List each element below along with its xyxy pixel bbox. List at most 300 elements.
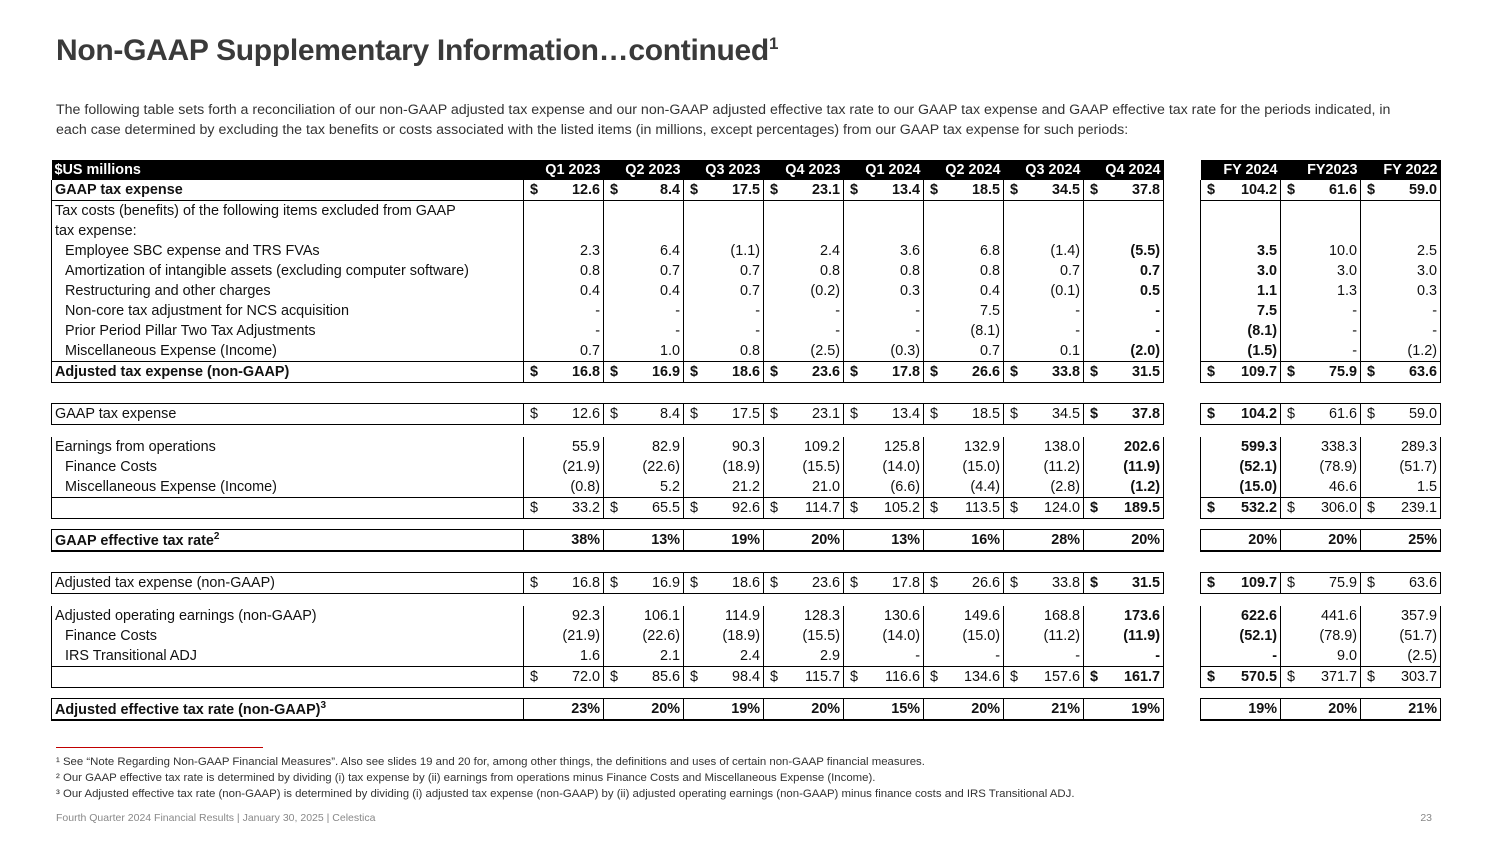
year-cell	[1201, 477, 1281, 498]
year-cell	[1361, 573, 1441, 594]
quarter-cell	[524, 477, 604, 498]
cell-value: 63.6	[1408, 575, 1437, 591]
quarter-cell	[764, 341, 844, 362]
gaap-tax-row	[52, 180, 1441, 201]
cell-value: 13%	[891, 532, 920, 548]
cell-value: (0.8)	[570, 479, 600, 495]
quarter-cell	[764, 646, 844, 667]
cell-value: 23.1	[811, 182, 840, 198]
page-number: 23	[1420, 812, 1432, 824]
row-label	[52, 626, 524, 646]
quarter-cell	[684, 221, 764, 241]
row-label	[52, 477, 524, 498]
cell-value: 2.5	[1416, 243, 1437, 259]
quarter-cell	[844, 573, 924, 594]
quarter-cell	[1084, 437, 1164, 457]
quarter-cell	[684, 301, 764, 321]
quarter-cell	[1004, 180, 1084, 201]
year-cell	[1281, 362, 1361, 383]
cell-value: 109.2	[803, 439, 840, 455]
gaap-tax-row	[52, 404, 1441, 425]
quarter-cell	[684, 180, 764, 201]
misc-row	[52, 477, 1441, 498]
quarter-cell	[524, 221, 604, 241]
dollar-sign: $	[530, 575, 539, 591]
dollar-sign: $	[1367, 406, 1376, 422]
cell-value: (0.3)	[890, 343, 920, 359]
dollar-sign: $	[1287, 406, 1296, 422]
row-label	[52, 362, 524, 383]
dollar-sign: $	[610, 669, 619, 685]
quarter-cell	[764, 404, 844, 425]
cell-value: -	[595, 303, 600, 319]
quarter-cell	[604, 404, 684, 425]
adjusted-earnings-row	[52, 606, 1441, 626]
dollar-sign: $	[930, 364, 939, 380]
quarter-cell	[1004, 606, 1084, 626]
year-cell	[1281, 667, 1361, 688]
quarter-cell	[924, 437, 1004, 457]
quarter-cell	[604, 301, 684, 321]
cell-value: 17.5	[731, 182, 760, 198]
cell-value: 0.7	[1059, 263, 1080, 279]
cell-value: 23%	[571, 701, 600, 717]
cell-value: 115.7	[805, 669, 840, 685]
cell-value: (52.1)	[1239, 628, 1277, 644]
row-label-text: Earnings from operations	[55, 439, 216, 455]
dollar-sign: $	[1010, 364, 1019, 380]
dollar-sign: $	[1367, 500, 1376, 516]
year-cell	[1201, 437, 1281, 457]
cell-value: 18.5	[971, 182, 1000, 198]
cell-value: 130.6	[883, 608, 920, 624]
cell-value: 3.0	[1336, 263, 1357, 279]
year-cell	[1361, 530, 1441, 552]
header-quarter: Q4 2023	[764, 160, 844, 180]
cell-value: 6.8	[979, 243, 1000, 259]
cell-value: 8.4	[659, 182, 680, 198]
cell-value: 92.6	[731, 500, 760, 516]
dollar-sign: $	[1287, 182, 1296, 198]
cell-value: (51.7)	[1399, 459, 1437, 475]
quarter-cell	[844, 498, 924, 519]
cell-value: -	[835, 323, 840, 339]
year-cell	[1201, 699, 1281, 721]
cell-value: 441.6	[1320, 608, 1357, 624]
dollar-sign: $	[850, 182, 859, 198]
cell-value: 12.6	[571, 182, 600, 198]
year-cell	[1201, 180, 1281, 201]
cell-value: 113.5	[965, 500, 1000, 516]
year-cell	[1281, 646, 1361, 667]
quarter-cell	[684, 530, 764, 552]
row-label-text: Finance Costs	[65, 628, 157, 644]
cell-value: 570.5	[1240, 669, 1277, 685]
dollar-sign: $	[1207, 364, 1216, 380]
cell-value: 114.9	[725, 608, 760, 624]
cell-value: 26.6	[971, 364, 1000, 380]
cell-value: 19%	[1248, 701, 1277, 717]
adjustment-item-row	[52, 301, 1441, 321]
cell-value: 20%	[651, 701, 680, 717]
cell-value: -	[915, 303, 920, 319]
quarter-cell	[764, 201, 844, 222]
cell-value: 3.0	[1416, 263, 1437, 279]
cell-value: 12.6	[571, 406, 600, 422]
cell-value: 303.7	[1400, 669, 1437, 685]
cell-value: -	[1075, 303, 1080, 319]
header-quarter: Q4 2024	[1084, 160, 1164, 180]
earnings-row	[52, 437, 1441, 457]
cell-value: 6.4	[659, 243, 680, 259]
quarter-cell	[604, 241, 684, 261]
quarter-cell	[764, 281, 844, 301]
quarter-cell	[524, 362, 604, 383]
quarter-cell	[524, 530, 604, 552]
cell-value: 18.6	[731, 575, 760, 591]
cell-value: -	[915, 323, 920, 339]
cell-value: 114.7	[805, 500, 840, 516]
cell-value: 9.0	[1336, 648, 1357, 664]
quarter-cell	[604, 530, 684, 552]
cell-value: 168.8	[1043, 608, 1080, 624]
quarter-cell	[844, 646, 924, 667]
year-cell	[1281, 261, 1361, 281]
quarter-cell	[604, 699, 684, 721]
quarter-cell	[924, 626, 1004, 646]
cell-value: 21%	[1408, 701, 1437, 717]
cell-value: 0.4	[979, 283, 1000, 299]
dollar-sign: $	[770, 575, 779, 591]
dollar-sign: $	[1287, 669, 1296, 685]
year-cell	[1201, 261, 1281, 281]
row-label-text: GAAP tax expense	[55, 182, 183, 198]
cell-value: 599.3	[1240, 439, 1277, 455]
quarter-cell	[764, 241, 844, 261]
cell-value: 17.8	[891, 364, 920, 380]
cell-value: 20%	[1328, 701, 1357, 717]
quarter-cell	[524, 626, 604, 646]
cell-value: (21.9)	[562, 628, 600, 644]
quarter-cell	[604, 321, 684, 341]
cell-value: -	[915, 648, 920, 664]
dollar-sign: $	[1207, 575, 1216, 591]
quarter-cell	[1004, 626, 1084, 646]
cell-value: 338.3	[1320, 439, 1357, 455]
quarter-cell	[524, 261, 604, 281]
quarter-cell	[924, 341, 1004, 362]
quarter-cell	[1004, 362, 1084, 383]
quarter-cell	[1004, 667, 1084, 688]
year-cell	[1361, 201, 1441, 222]
quarter-cell	[684, 201, 764, 222]
cell-value: 138.0	[1043, 439, 1080, 455]
adjustment-item-row	[52, 281, 1441, 301]
cell-value: 7.5	[979, 303, 1000, 319]
dollar-sign: $	[930, 669, 939, 685]
header-year: FY 2024	[1201, 160, 1281, 180]
quarter-cell	[844, 362, 924, 383]
cell-value: 20%	[811, 532, 840, 548]
quarter-cell	[604, 362, 684, 383]
cell-value: 0.7	[739, 263, 760, 279]
dollar-sign: $	[1367, 364, 1376, 380]
year-cell	[1201, 301, 1281, 321]
quarter-cell	[1084, 362, 1164, 383]
year-cell	[1201, 606, 1281, 626]
row-label-text: Tax costs (benefits) of the following items excluded from GAAP	[55, 203, 456, 219]
quarter-cell	[604, 281, 684, 301]
cell-value: (51.7)	[1399, 628, 1437, 644]
quarter-cell	[1004, 201, 1084, 222]
cell-value: 0.8	[739, 343, 760, 359]
cell-value: 21.0	[811, 479, 840, 495]
cell-value: 116.6	[885, 669, 920, 685]
quarter-cell	[524, 341, 604, 362]
quarter-cell	[764, 437, 844, 457]
cell-value: 98.4	[731, 669, 760, 685]
cell-value: (14.0)	[882, 628, 920, 644]
quarter-cell	[844, 699, 924, 721]
year-cell	[1281, 498, 1361, 519]
quarter-cell	[924, 404, 1004, 425]
cell-value: (0.2)	[810, 283, 840, 299]
quarter-cell	[924, 498, 1004, 519]
footnote-3: ³ Our Adjusted effective tax rate (non-GAAP) is determined by dividing (i) adjusted tax expense (non-GAAP) by (ii) adjusted operating earnings (non-GAAP) minus finance costs and IRS Transitional ADJ.	[56, 788, 1075, 800]
tax-reconciliation-table	[51, 160, 1441, 721]
row-label-text: Adjusted tax expense (non-GAAP)	[55, 364, 290, 380]
quarter-cell	[1084, 667, 1164, 688]
cell-value: 13.4	[891, 182, 920, 198]
cell-value: -	[1352, 303, 1357, 319]
cell-value: 65.5	[651, 500, 680, 516]
dollar-sign: $	[530, 406, 539, 422]
cell-value: 0.7	[739, 283, 760, 299]
cell-value: (2.5)	[1407, 648, 1437, 664]
irs-adj-row	[52, 646, 1441, 667]
quarter-cell	[604, 457, 684, 477]
quarter-cell	[1084, 321, 1164, 341]
cell-value: 23.1	[811, 406, 840, 422]
dollar-sign: $	[610, 182, 619, 198]
dollar-sign: $	[610, 575, 619, 591]
cell-value: 75.9	[1328, 364, 1357, 380]
cell-value: 149.6	[963, 608, 1000, 624]
cell-value: -	[1155, 303, 1160, 319]
year-cell	[1201, 321, 1281, 341]
dollar-sign: $	[1010, 406, 1019, 422]
dollar-sign: $	[1287, 575, 1296, 591]
cell-value: -	[995, 648, 1000, 664]
dollar-sign: $	[1287, 500, 1296, 516]
quarter-cell	[684, 404, 764, 425]
year-cell	[1281, 530, 1361, 552]
quarter-cell	[764, 221, 844, 241]
cell-value: 15%	[891, 701, 920, 717]
quarter-cell	[844, 530, 924, 552]
dollar-sign: $	[1090, 500, 1099, 516]
year-cell	[1281, 201, 1361, 222]
cell-value: 0.7	[1139, 263, 1160, 279]
quarter-cell	[844, 221, 924, 241]
cell-value: -	[595, 323, 600, 339]
year-cell	[1361, 362, 1441, 383]
cell-value: 109.7	[1240, 575, 1277, 591]
cell-value: 0.4	[659, 283, 680, 299]
cell-value: 0.8	[819, 263, 840, 279]
cell-value: 20%	[1131, 532, 1160, 548]
quarter-cell	[924, 221, 1004, 241]
year-cell	[1201, 241, 1281, 261]
dollar-sign: $	[690, 500, 699, 516]
quarter-cell	[1084, 281, 1164, 301]
quarter-cell	[844, 437, 924, 457]
quarter-cell	[1084, 699, 1164, 721]
row-label-text: Adjusted operating earnings (non-GAAP)	[55, 608, 317, 624]
cell-value: 128.3	[803, 608, 840, 624]
header-label: $US millions	[52, 160, 524, 180]
footer-text: Fourth Quarter 2024 Financial Results | January 30, 2025 | Celestica	[56, 812, 376, 824]
cell-value: (8.1)	[970, 323, 1000, 339]
cell-value: 532.2	[1240, 500, 1277, 516]
cell-value: 13%	[651, 532, 680, 548]
cell-value: (1.1)	[730, 243, 760, 259]
dollar-sign: $	[1207, 669, 1216, 685]
year-cell	[1361, 457, 1441, 477]
quarter-cell	[524, 201, 604, 222]
cell-value: 3.0	[1256, 263, 1277, 279]
cell-value: -	[1432, 303, 1437, 319]
quarter-cell	[1004, 241, 1084, 261]
cell-value: 20%	[811, 701, 840, 717]
year-cell	[1361, 646, 1441, 667]
quarter-cell	[924, 261, 1004, 281]
cell-value: 134.6	[963, 669, 1000, 685]
quarter-cell	[764, 477, 844, 498]
year-cell	[1361, 699, 1441, 721]
quarter-cell	[924, 201, 1004, 222]
header-year: FY2023	[1281, 160, 1361, 180]
quarter-cell	[684, 321, 764, 341]
row-label	[52, 437, 524, 457]
dollar-sign: $	[1367, 669, 1376, 685]
cell-value: 357.9	[1400, 608, 1437, 624]
quarter-cell	[924, 699, 1004, 721]
cell-value: 85.6	[651, 669, 680, 685]
dollar-sign: $	[1090, 364, 1099, 380]
quarter-cell	[684, 437, 764, 457]
year-cell	[1281, 606, 1361, 626]
quarter-cell	[524, 457, 604, 477]
cell-value: 37.8	[1131, 182, 1160, 198]
dollar-sign: $	[1010, 500, 1019, 516]
cell-value: (11.2)	[1043, 459, 1080, 475]
cell-value: 26.6	[971, 575, 1000, 591]
quarter-cell	[524, 437, 604, 457]
dollar-sign: $	[690, 406, 699, 422]
dollar-sign: $	[1207, 406, 1216, 422]
dollar-sign: $	[690, 575, 699, 591]
adjusted-rate-row	[52, 699, 1441, 721]
cell-value: 105.2	[883, 500, 920, 516]
cell-value: 19%	[1131, 701, 1160, 717]
quarter-cell	[1084, 457, 1164, 477]
quarter-cell	[764, 362, 844, 383]
quarter-cell	[924, 457, 1004, 477]
quarter-cell	[844, 281, 924, 301]
dollar-sign: $	[690, 669, 699, 685]
cell-value: 13.4	[891, 406, 920, 422]
quarter-cell	[764, 261, 844, 281]
quarter-cell	[604, 626, 684, 646]
cell-value: (11.9)	[1123, 628, 1160, 644]
year-cell	[1361, 261, 1441, 281]
cell-value: 92.3	[571, 608, 600, 624]
row-label	[52, 321, 524, 341]
year-cell	[1281, 321, 1361, 341]
row-label	[52, 498, 524, 519]
header-quarter: Q2 2023	[604, 160, 684, 180]
row-label-text: Restructuring and other charges	[65, 283, 271, 299]
cell-value: 622.6	[1240, 608, 1277, 624]
cell-value: 0.8	[899, 263, 920, 279]
costs-label-row	[52, 201, 1441, 222]
quarter-cell	[684, 606, 764, 626]
dollar-sign: $	[770, 182, 779, 198]
cell-value: 33.2	[571, 500, 600, 516]
cell-value: (6.6)	[890, 479, 920, 495]
year-cell	[1201, 646, 1281, 667]
quarter-cell	[604, 221, 684, 241]
year-cell	[1281, 341, 1361, 362]
quarter-cell	[604, 180, 684, 201]
cell-value: -	[1075, 648, 1080, 664]
year-cell	[1201, 530, 1281, 552]
cell-value: 20%	[971, 701, 1000, 717]
cell-value: 1.0	[659, 343, 680, 359]
quarter-cell	[924, 301, 1004, 321]
row-label-text: GAAP tax expense	[55, 406, 177, 422]
dollar-sign: $	[850, 575, 859, 591]
year-cell	[1281, 477, 1361, 498]
cell-value: -	[1272, 648, 1277, 664]
header-quarter: Q1 2023	[524, 160, 604, 180]
row-label	[52, 301, 524, 321]
year-cell	[1361, 341, 1441, 362]
row-label	[52, 281, 524, 301]
page-title: Non-GAAP Supplementary Information…continued$^1$	[56, 34, 779, 67]
dollar-sign: $	[930, 406, 939, 422]
quarter-cell	[1084, 573, 1164, 594]
quarter-cell	[924, 281, 1004, 301]
cell-value: 38%	[571, 532, 600, 548]
year-cell	[1361, 477, 1441, 498]
cell-value: (1.5)	[1247, 343, 1277, 359]
row-label-text: IRS Transitional ADJ	[65, 648, 197, 664]
row-label-sup: 3	[320, 700, 327, 712]
header-quarter: Q3 2023	[684, 160, 764, 180]
dollar-sign: $	[770, 669, 779, 685]
costs-label-row	[52, 221, 1441, 241]
cell-value: 21%	[1051, 701, 1080, 717]
cell-value: (15.5)	[802, 628, 840, 644]
cell-value: 0.5	[1139, 283, 1160, 299]
cell-value: 2.3	[579, 243, 600, 259]
finance-costs-row	[52, 626, 1441, 646]
quarter-cell	[924, 362, 1004, 383]
cell-value: 109.7	[1240, 364, 1277, 380]
cell-value: (21.9)	[562, 459, 600, 475]
